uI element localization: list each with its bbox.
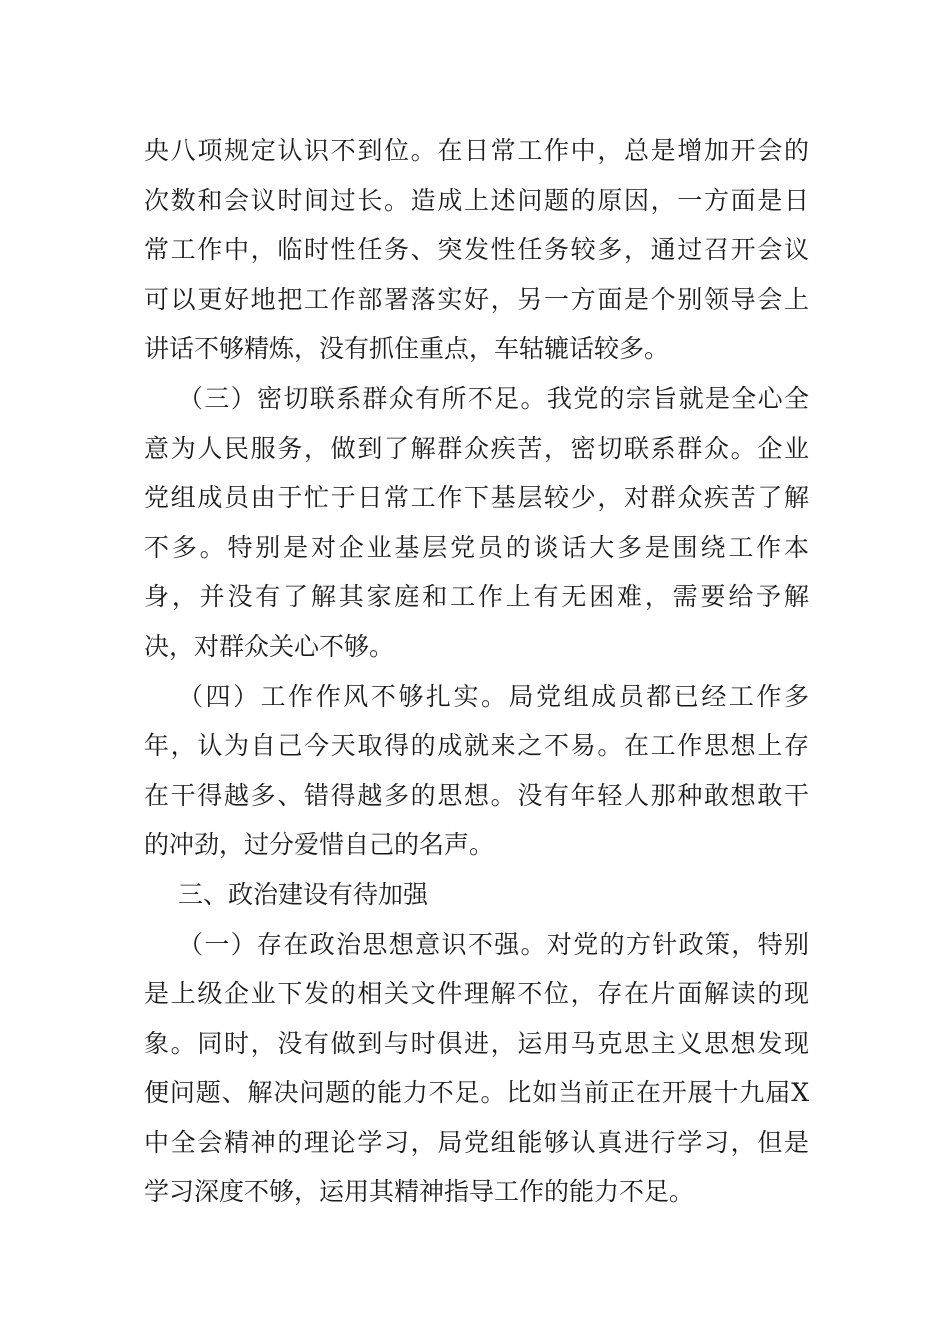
paragraph-heading-line: （三）密切联系群众有所不足。我党的宗旨就是全心全 [178, 383, 809, 413]
text-line: 央八项规定认识不到位。在日常工作中，总是增加开会的 [144, 136, 809, 165]
text-line: 是上级企业下发的相关文件理解不位，存在片面解读的现 [144, 979, 809, 1009]
text-line: 身，并没有了解其家庭和工作上有无困难，需要给予解 [144, 582, 809, 612]
text-line: 学习深度不够，运用其精神指导工作的能力不足。 [144, 1177, 695, 1207]
text-line: 决，对群众关心不够。 [144, 631, 395, 661]
text-line: 讲话不够精炼，没有抓住重点，车轱辘话较多。 [144, 334, 670, 364]
document-body [144, 126, 809, 1217]
text-line: 便问题、解决问题的能力不足。比如当前正在开展十九届X [144, 1078, 809, 1108]
text-line: 常工作中，临时性任务、突发性任务较多，通过召开会议 [144, 235, 809, 265]
paragraph-heading-line: （一）存在政治思想意识不强。对党的方针政策，特别 [178, 929, 809, 959]
text-line: 不多。特别是对企业基层党员的谈话大多是围绕工作本 [144, 532, 809, 562]
text-line: 象。同时，没有做到与时俱进，运用马克思主义思想发现 [144, 1028, 809, 1058]
text-line: 的冲劲，过分爱惜自己的名声。 [144, 830, 495, 860]
text-line: 中全会精神的理论学习，局党组能够认真进行学习，但是 [144, 1127, 809, 1157]
paragraph-heading-line: （四）工作作风不够扎实。局党组成员都已经工作多 [178, 681, 809, 711]
text-line: 可以更好地把工作部署落实好，另一方面是个别领导会上 [144, 284, 809, 314]
text-line: 党组成员由于忙于日常工作下基层较少，对群众疾苦了解 [144, 483, 809, 513]
text-line: 次数和会议时间过长。造成上述问题的原因，一方面是日 [144, 185, 809, 215]
text-line: 在干得越多、错得越多的思想。没有年轻人那种敢想敢干 [144, 780, 809, 810]
section-heading: 三、政治建设有待加强 [178, 879, 429, 909]
text-line: 年，认为自己今天取得的成就来之不易。在工作思想上存 [144, 731, 809, 761]
text-line: 意为人民服务，做到了解群众疾苦，密切联系群众。企业 [144, 433, 809, 463]
